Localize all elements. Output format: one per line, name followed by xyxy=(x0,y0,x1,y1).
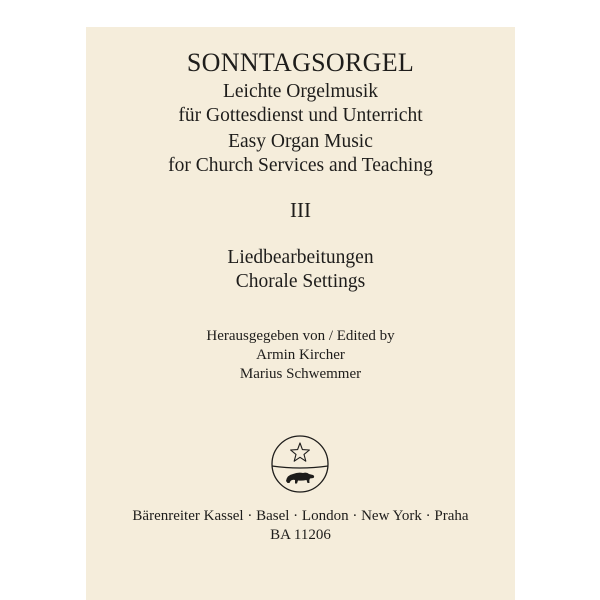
category-german: Liedbearbeitungen xyxy=(227,247,374,268)
score-cover xyxy=(86,27,515,600)
volume-number: III xyxy=(290,198,311,222)
subtitle-german-line-2: für Gottesdienst und Unterricht xyxy=(178,105,423,126)
catalog-number: BA 11206 xyxy=(270,527,331,543)
publisher-line: Bärenreiter Kassel · Basel · London · New York · Praha xyxy=(132,508,469,524)
subtitle-english-line-1: Easy Organ Music xyxy=(228,131,373,152)
editor-name: Marius Schwemmer xyxy=(239,366,362,382)
baerenreiter-bear-star-logo-icon xyxy=(269,432,331,496)
subtitle-english-line-2: for Church Services and Teaching xyxy=(168,155,433,176)
editor-name: Armin Kircher xyxy=(256,347,345,363)
subtitle-german-line-1: Leichte Orgelmusik xyxy=(222,81,379,102)
category-english: Chorale Settings xyxy=(235,271,366,292)
edited-by-label: Herausgegeben von / Edited by xyxy=(206,328,395,344)
cover-title: SONNTAGSORGEL xyxy=(186,48,415,77)
